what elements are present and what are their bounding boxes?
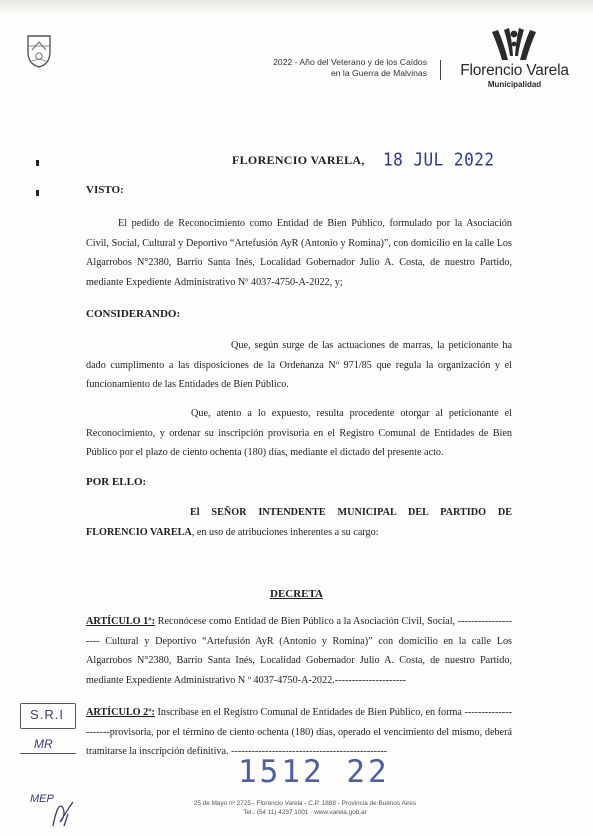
margin-underline bbox=[20, 753, 76, 754]
articulo-2 bbox=[86, 703, 512, 762]
scan-top-edge bbox=[0, 0, 593, 14]
motto-line-1: 2022 - Año del Veterano y de los Caídos bbox=[273, 57, 427, 67]
articulo-1 bbox=[86, 612, 512, 690]
intendente-title: El SEÑOR INTENDENTE MUNICIPAL DEL PARTIDO DE FLORENCIO VARELA bbox=[86, 507, 512, 538]
resolution-number-stamp: 1512 22 bbox=[238, 754, 390, 790]
intendente-rest: , en uso de atribuciones inherentes a su cargo: bbox=[191, 526, 379, 538]
articulo-2-text: Inscríbase en el Registro Comunal de Entidades de Bien Público, en forma ---------------------provisoria, por el término de ciento ochenta (180) días, operado el vencimiento del mismo, deberá tramitarse la inscripción definitiva. ---------------------------------------------- bbox=[86, 707, 512, 758]
articulo-1-label: ARTÍCULO 1º: bbox=[86, 616, 156, 627]
articulo-2-label: ARTÍCULO 2º: bbox=[86, 707, 155, 718]
margin-mark bbox=[36, 160, 39, 166]
florencio-varela-logo-icon bbox=[488, 26, 540, 66]
margin-initials-1: MR bbox=[34, 737, 53, 751]
considerando-heading: CONSIDERANDO: bbox=[86, 308, 181, 320]
sri-label: S.R.I bbox=[30, 707, 64, 722]
margin-mark bbox=[36, 190, 39, 196]
header-motto bbox=[215, 57, 427, 79]
margin-initials-2: MEP bbox=[30, 793, 54, 805]
por-ello-heading: POR ELLO: bbox=[86, 476, 147, 488]
considerando-paragraph-2: Que, atento a lo expuesto, resulta procedente otorgar al peticionante el Reconocimiento, y ordenar su inscripción provisoria en el Registro Comunal de Entidades de Bien Público por el plazo de ciento ochenta (180) días, mediante el dictado del presente acto. bbox=[86, 408, 512, 459]
motto-line-2: en la Guerra de Malvinas bbox=[330, 68, 427, 78]
visto-paragraph: El pedido de Reconocimiento como Entidad de Bien Público, formulado por la Asociación Civil, Social, Cultural y Deportivo “Artefusión AyR (Antonio y Romina)”, con domicilio en la calle Los Algarrobos N°2380, Barrio Santa Inés, Localidad Gobernador Julio A. Costa, de nuestro Partido, mediante Expediente Administrativo Nº 4037-4750-A-2022, y; bbox=[86, 218, 512, 288]
logo-name: Florencio Varela bbox=[460, 62, 569, 79]
logo-subtitle: Municipalidad bbox=[487, 80, 542, 89]
municipal-crest-icon bbox=[26, 34, 52, 68]
considerando-paragraph-1: Que, según surge de las actuaciones de marras, la peticionante ha dado cumplimento a las disposiciones de la Ordenanza Nº 971/85 que regula la organización y el funcionamiento de las Entidades de Bien Público. bbox=[86, 340, 512, 391]
visto-heading: VISTO: bbox=[86, 184, 124, 196]
footer-address: 25 de Mayo nº 2725 - Florencio Varela - C.P. 1888 - Provincia de Buenos Aires bbox=[193, 800, 417, 807]
header-divider bbox=[440, 60, 441, 80]
date-stamp: 18 JUL 2022 bbox=[383, 149, 495, 170]
footer-contact: Tel.: (54 11) 4237 1001 · www.varela.gob.ar bbox=[243, 809, 367, 816]
page-footer bbox=[120, 799, 490, 817]
intendente-paragraph bbox=[86, 503, 512, 542]
decreta-heading: DECRETA bbox=[270, 588, 323, 600]
articulo-1-text: Reconócese como Entidad de Bien Público a la Asociación Civil, Social, -------------------- Cultural y Deportivo “Artefusión AyR (Antonio y Romina)” con domicilio en la calle Los Algarrobos N°2380, Barrio Santa Inés, Localidad Gobernador Julio A. Costa, de nuestro Partido, mediante Expediente Administrativo N º 4037-4750-A-2022.--------------------- bbox=[86, 616, 512, 686]
date-city: FLORENCIO VARELA, bbox=[232, 153, 365, 167]
handwritten-signature-icon bbox=[50, 796, 76, 830]
